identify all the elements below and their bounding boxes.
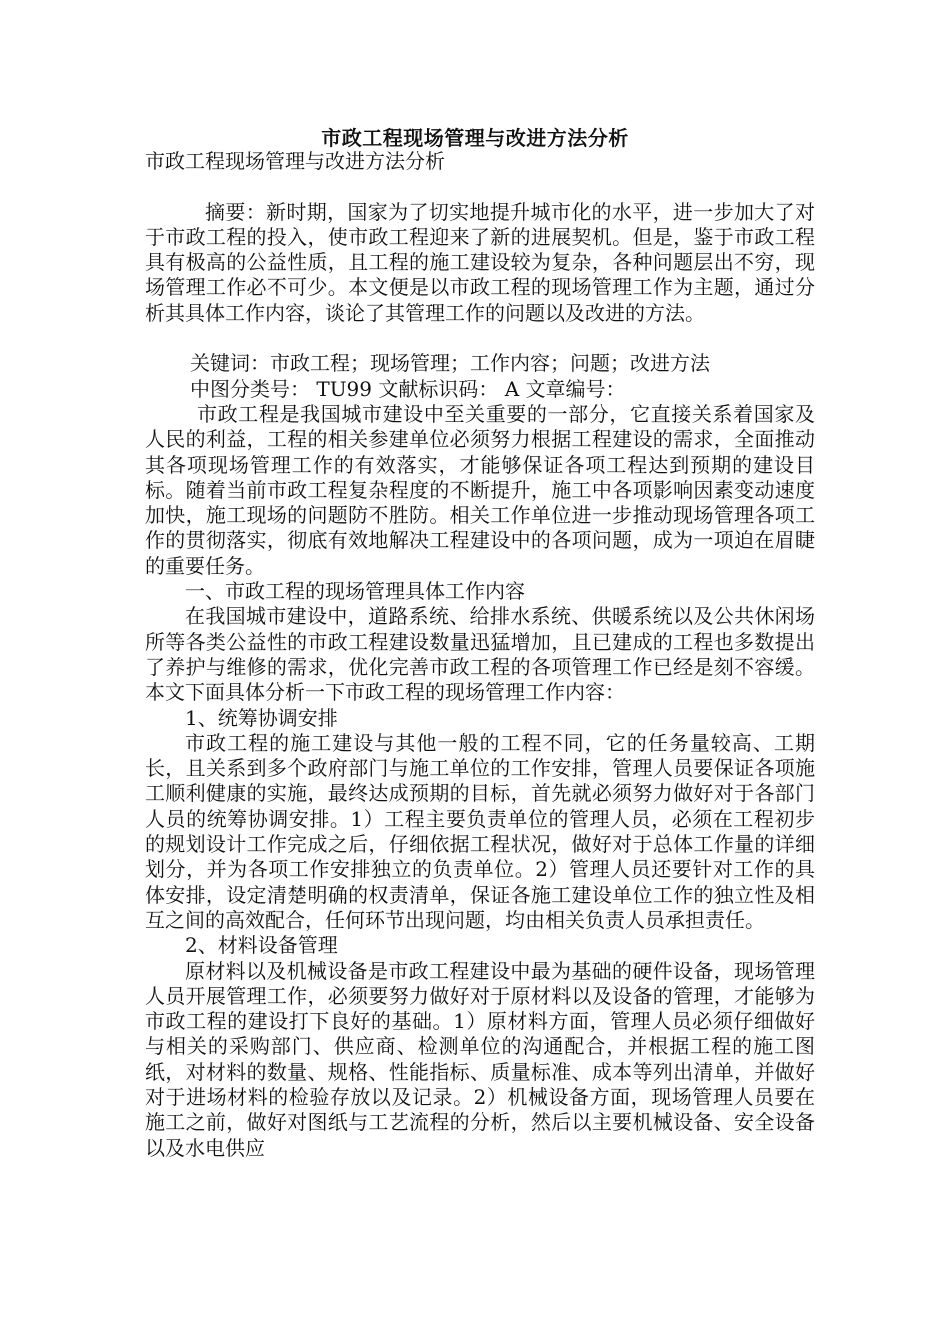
document-subtitle: 市政工程现场管理与改进方法分析	[145, 149, 445, 173]
blank-line	[145, 326, 815, 351]
intro-paragraph: 市政工程是我国城市建设中至关重要的一部分，它直接关系着国家及人民的利益，工程的相关参建单位必须努力根据工程建设的需求，全面推动其各项现场管理工作的有效落实，才能够保证各项工程达到预期的建设目标。随着当前市政工程复杂程度的不断提升，施工中各项影响因素变动速度加快，施工现场的问题防不胜防。相关工作单位进一步推动现场管理各项工作的贯彻落实，彻底有效地解决工程建设中的各项问题，成为一项迫在眉睫的重要任务。	[145, 401, 815, 578]
classification-line: 中图分类号： TU99 文献标识码： A 文章编号：	[190, 376, 626, 401]
document-title: 市政工程现场管理与改进方法分析	[321, 126, 629, 150]
subsection-paragraph: 原材料以及机械设备是市政工程建设中最为基础的硬件设备，现场管理人员开展管理工作，必须要努力做好对于原材料以及设备的管理，才能够为市政工程的建设打下良好的基础。1）原材料方面，管理人员必须仔细做好与相关的采购部门、供应商、检测单位的沟通配合，并根据工程的施工图纸，对材料的数量、规格、性能指标、质量标准、成本等列出清单，并做好对于进场材料的检验存放以及记录。2）机械设备方面，现场管理人员要在施工之前，做好对图纸与工艺流程的分析，然后以主要机械设备、安全设备以及水电供应	[145, 958, 815, 1160]
subsection-heading: 2、材料设备管理	[185, 933, 338, 958]
blank-line	[145, 174, 815, 199]
subsection-heading: 1、统筹协调安排	[185, 705, 338, 730]
abstract-paragraph: 摘要：新时期，国家为了切实地提升城市化的水平，进一步加大了对于市政工程的投入，使市政工程迎来了新的进展契机。但是，鉴于市政工程具有极高的公益性质，且工程的施工建设较为复杂，各种问题层出不穷，现场管理工作必不可少。本文便是以市政工程的现场管理工作为主题，通过分析其具体工作内容，谈论了其管理工作的问题以及改进的方法。	[145, 199, 815, 325]
section-paragraph: 在我国城市建设中，道路系统、给排水系统、供暖系统以及公共休闲场所等各类公益性的市政工程建设数量迅猛增加，且已建成的工程也多数提出了养护与维修的需求，优化完善市政工程的各项管理工作已经是刻不容缓。本文下面具体分析一下市政工程的现场管理工作内容：	[145, 604, 815, 705]
subsection-paragraph: 市政工程的施工建设与其他一般的工程不同，它的任务量较高、工期长，且关系到多个政府部门与施工单位的工作安排，管理人员要保证各项施工顺利健康的实施，最终达成预期的目标，首先就必须努力做好对于各部门人员的统筹协调安排。1）工程主要负责单位的管理人员，必须在工程初步的规划设计工作完成之后，仔细依据工程状况，做好对于总体工作量的详细划分，并为各项工作安排独立的负责单位。2）管理人员还要针对工作的具体安排，设定清楚明确的权责清单，保证各施工建设单位工作的独立性及相互之间的高效配合，任何环节出现问题，均由相关负责人员承担责任。	[145, 730, 815, 932]
keywords-line: 关键词：市政工程；现场管理；工作内容；问题；改进方法	[190, 351, 710, 376]
document-body	[145, 149, 815, 1161]
section-heading: 一、市政工程的现场管理具体工作内容	[185, 579, 525, 604]
